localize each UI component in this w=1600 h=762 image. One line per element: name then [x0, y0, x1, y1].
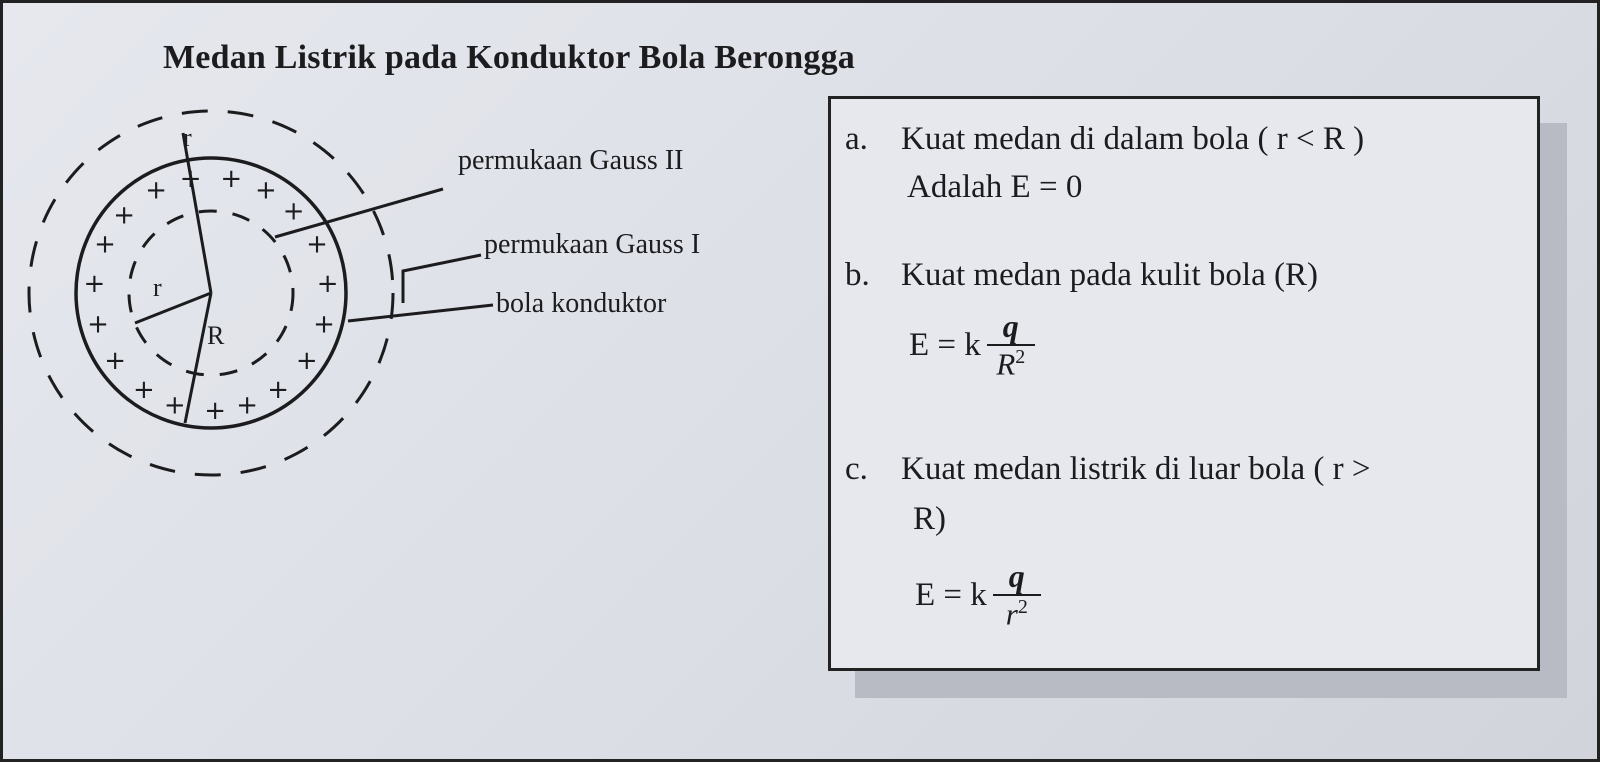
item-a-text: Kuat medan di dalam bola ( r < R )	[901, 121, 1365, 157]
label-gauss-surface-1: permukaan Gauss I	[484, 229, 701, 260]
item-a-marker: a.	[845, 121, 868, 157]
item-b	[845, 255, 1318, 296]
charge-plus: +	[236, 390, 259, 421]
charge-plus: +	[133, 374, 155, 405]
radius-inner-line	[135, 293, 211, 323]
item-a-line2: Adalah E = 0	[907, 169, 1083, 205]
charge-plus: +	[104, 346, 127, 377]
page-title: Medan Listrik pada Konduktor Bola Berongga	[163, 39, 856, 76]
formula-b	[909, 309, 1035, 382]
charge-plus: +	[267, 374, 289, 405]
charge-plus: +	[83, 268, 106, 299]
formula-b-lhs: E = k	[909, 327, 981, 364]
formula-c-numerator: q	[1008, 558, 1025, 594]
charge-plus: +	[313, 309, 335, 340]
formula-c-denominator	[1006, 596, 1028, 632]
item-c-text: Kuat medan listrik di luar bola ( r >	[901, 451, 1371, 487]
charge-plus: +	[295, 346, 318, 377]
charge-plus: +	[145, 175, 167, 206]
label-R: R	[207, 321, 225, 350]
formula-c	[915, 559, 1041, 632]
label-r-outer: r	[183, 123, 192, 152]
charge-plus: +	[113, 200, 135, 231]
leader-gauss1	[403, 255, 481, 303]
charge-plus: +	[282, 196, 305, 227]
charge-plus: +	[316, 268, 339, 299]
charge-plus: +	[179, 163, 202, 194]
charge-plus: +	[220, 163, 243, 194]
formula-b-den-base: R	[996, 346, 1016, 382]
item-c-marker: c.	[845, 451, 868, 487]
formula-c-exponent: 2	[1017, 596, 1028, 619]
item-a	[845, 119, 1364, 160]
label-r-inner: r	[153, 273, 162, 302]
charge-plus: +	[306, 229, 328, 260]
charge-plus: +	[163, 390, 186, 421]
charge-plus: +	[94, 229, 116, 260]
item-b-text: Kuat medan pada kulit bola (R)	[901, 257, 1318, 293]
explanation-box	[828, 96, 1540, 671]
formula-c-fraction	[993, 559, 1041, 632]
formula-b-denominator	[996, 346, 1025, 382]
label-conductor: bola konduktor	[496, 288, 667, 319]
item-b-marker: b.	[845, 257, 870, 293]
charge-plus: +	[87, 309, 109, 340]
label-gauss-surface-2: permukaan Gauss II	[458, 145, 684, 176]
formula-b-fraction	[987, 309, 1035, 382]
formula-c-lhs: E = k	[915, 577, 987, 614]
charge-plus: +	[204, 395, 226, 426]
formula-b-numerator: q	[1002, 308, 1019, 344]
item-c-line2: R)	[913, 501, 946, 537]
charge-plus: +	[255, 175, 277, 206]
formula-b-exponent: 2	[1015, 346, 1026, 369]
item-c	[845, 449, 1371, 490]
formula-c-den-base: r	[1005, 596, 1018, 632]
leader-conductor	[348, 305, 493, 321]
